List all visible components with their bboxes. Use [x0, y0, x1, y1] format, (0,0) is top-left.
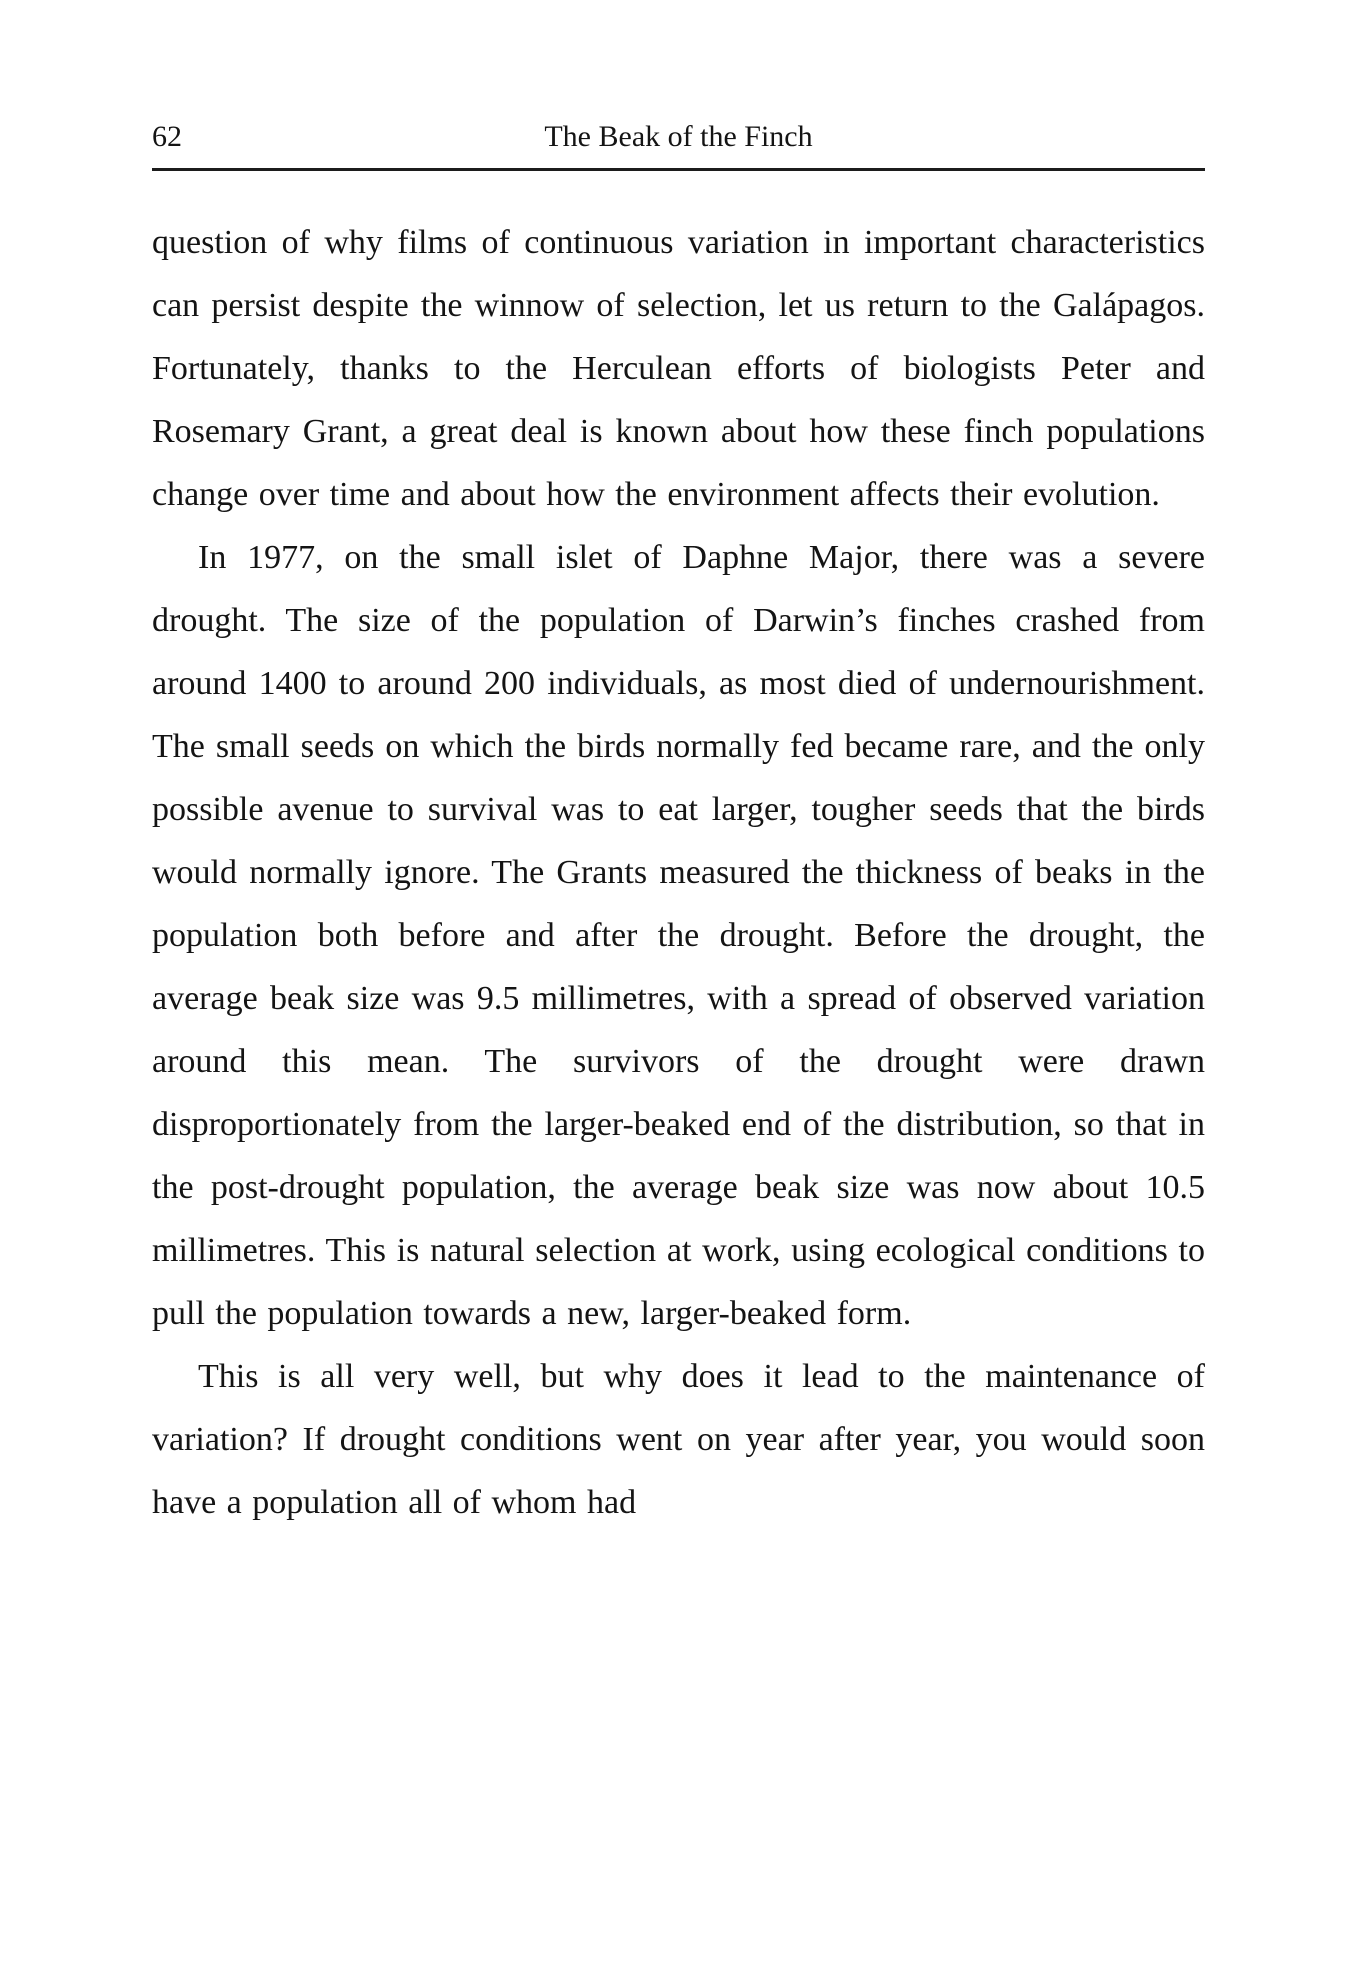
header-rule [152, 168, 1205, 171]
page-number: 62 [152, 120, 182, 153]
page-header [152, 118, 1205, 156]
paragraph: This is all very well, but why does it lead to the maintenance of variation? If drought conditions went on year after year, you would soon have a population all of whom had [152, 1358, 1205, 1521]
paragraph: question of why films of continuous variation in important characteristics can persist despite the winnow of selection, let us return to the Galápagos. Fortunately, thanks to the Herculean efforts of biologists Peter and Rosemary Grant, a great deal is known about how these finch populations change over time and about how the environment affects their evolution. [152, 224, 1205, 513]
running-title: The Beak of the Finch [544, 120, 813, 153]
body-text [152, 211, 1205, 1534]
paragraph: In 1977, on the small islet of Daphne Major, there was a severe drought. The size of the population of Darwin’s finches crashed from around 1400 to around 200 individuals, as most died of undernourishment. The small seeds on which the birds normally fed became rare, and the only possible avenue to survival was to eat larger, tougher seeds that the birds would normally ignore. The Grants measured the thickness of beaks in the population both before and after the drought. Before the drought, the average beak size was 9.5 millimetres, with a spread of observed variation around this mean. The survivors of the drought were drawn disproportionately from the larger-beaked end of the distribution, so that in the post-drought population, the average beak size was now about 10.5 millimetres. This is natural selection at work, using ecological conditions to pull the population towards a new, larger-beaked form. [152, 539, 1205, 1332]
